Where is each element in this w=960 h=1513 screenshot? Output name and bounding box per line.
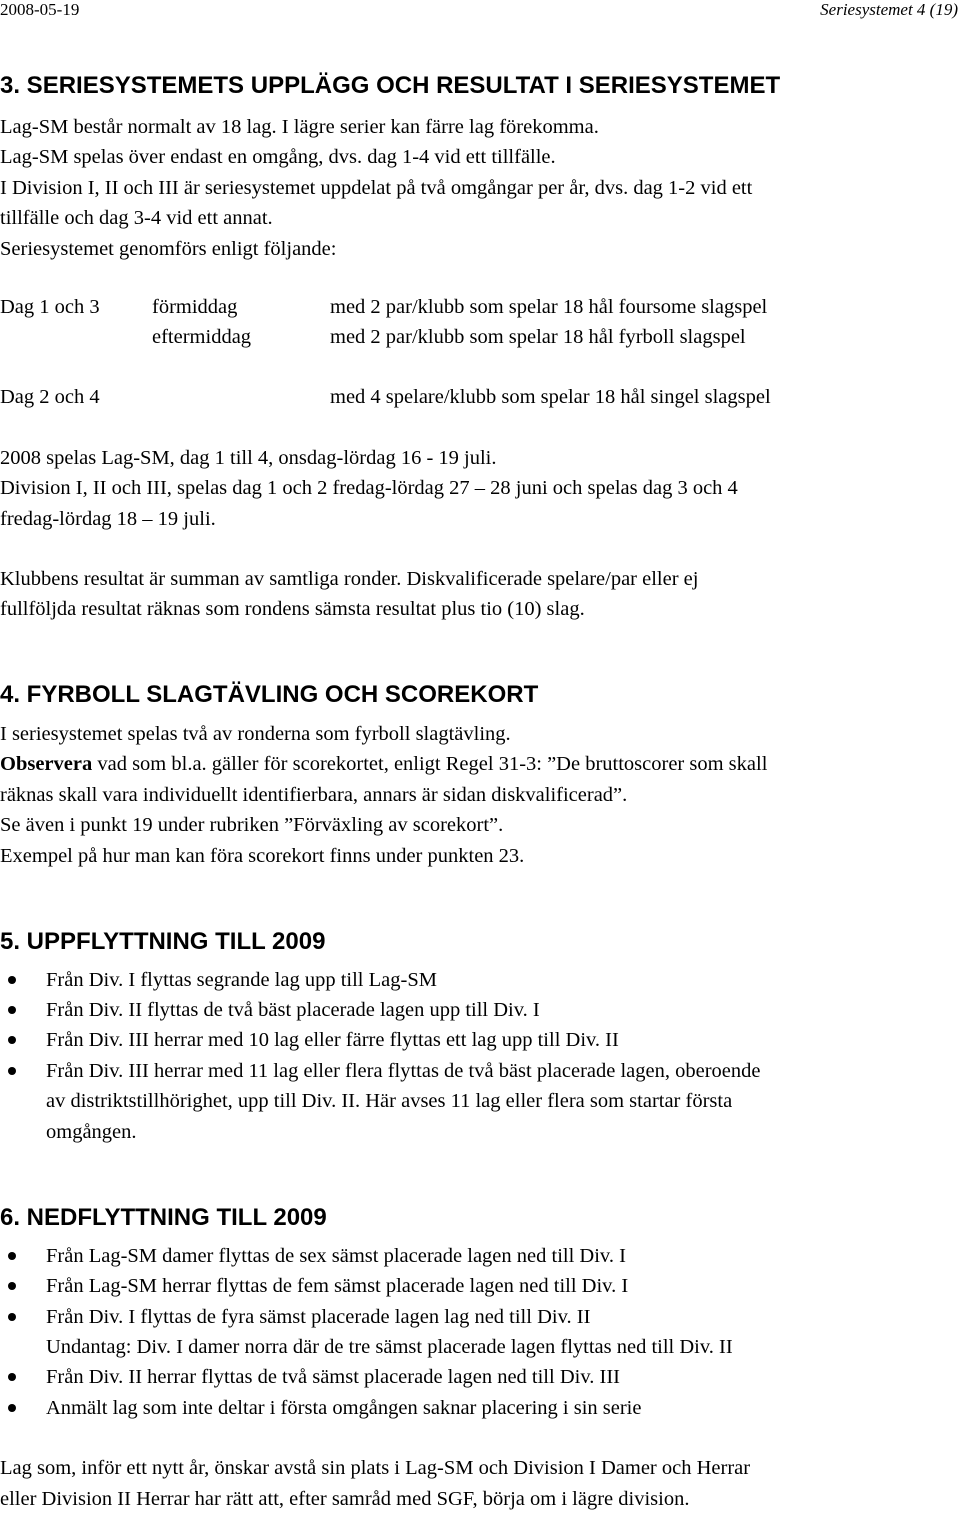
bullet-icon [8, 1404, 16, 1412]
section-3-heading: 3. SERIESYSTEMETS UPPLÄGG OCH RESULTAT I SERIESYSTEMET [0, 72, 781, 99]
schedule-desc-singles: med 4 spelare/klubb som spelar 18 hål singel slagspel [330, 386, 771, 408]
s6-item-5: Anmält lag som inte deltar i första omgången saknar placering i sin serie [46, 1397, 642, 1419]
s3-dates-line-1: 2008 spelas Lag-SM, dag 1 till 4, onsdag-lördag 16 - 19 juli. [0, 447, 497, 469]
schedule-day-1: Dag 1 och 3 [0, 296, 100, 318]
bullet-icon [8, 1036, 16, 1044]
section-6-heading: 6. NEDFLYTTNING TILL 2009 [0, 1204, 327, 1231]
s3-result-line-1: Klubbens resultat är summan av samtliga ronder. Diskvalificerade spelare/par eller ej [0, 568, 699, 590]
s3-line-4: tillfälle och dag 3-4 vid ett annat. [0, 207, 273, 229]
s4-line-2-rest: vad som bl.a. gäller för scorekortet, enligt Regel 31-3: ”De bruttoscorer som skall [92, 753, 768, 775]
header-date: 2008-05-19 [0, 0, 80, 19]
schedule-desc-afternoon: med 2 par/klubb som spelar 18 hål fyrboll slagspel [330, 326, 746, 348]
bullet-icon [8, 1373, 16, 1381]
s6-item-3-exception: Undantag: Div. I damer norra där de tre sämst placerade lagen flyttas ned till Div. II [46, 1336, 733, 1358]
s4-line-1: I seriesystemet spelas två av ronderna som fyrboll slagtävling. [0, 723, 511, 745]
s3-line-3: I Division I, II och III är seriesystemet uppdelat på två omgångar per år, dvs. dag 1-2 vid ett [0, 177, 753, 199]
s6-item-2: Från Lag-SM herrar flyttas de fem sämst placerade lagen ned till Div. I [46, 1275, 629, 1297]
observera-label: Observera [0, 753, 93, 775]
s4-line-3: räknas skall vara individuellt identifierbara, annars är sidan diskvalificerad”. [0, 784, 628, 806]
s3-dates-line-2: Division I, II och III, spelas dag 1 och 2 fredag-lördag 27 – 28 juni och spelas dag 3 och 4 [0, 477, 738, 499]
closing-line-2: eller Division II Herrar har rätt att, efter samråd med SGF, börja om i lägre division. [0, 1488, 690, 1510]
s3-line-1: Lag-SM består normalt av 18 lag. I lägre serier kan färre lag förekomma. [0, 116, 599, 138]
bullet-icon [8, 1252, 16, 1260]
bullet-icon [8, 976, 16, 984]
schedule-day-2: Dag 2 och 4 [0, 386, 100, 408]
bullet-icon [8, 1067, 16, 1075]
section-5-heading: 5. UPPFLYTTNING TILL 2009 [0, 928, 326, 955]
section-4-heading: 4. FYRBOLL SLAGTÄVLING OCH SCOREKORT [0, 681, 539, 708]
header-page-label: Seriesystemet 4 (19) [820, 0, 958, 19]
s5-item-3: Från Div. III herrar med 10 lag eller färre flyttas ett lag upp till Div. II [46, 1029, 619, 1051]
bullet-icon [8, 1282, 16, 1290]
s5-item-2: Från Div. II flyttas de två bäst placerade lagen upp till Div. I [46, 999, 540, 1021]
s3-line-2: Lag-SM spelas över endast en omgång, dvs. dag 1-4 vid ett tillfälle. [0, 146, 556, 168]
s3-line-5: Seriesystemet genomförs enligt följande: [0, 238, 337, 260]
schedule-time-morning: förmiddag [152, 296, 238, 318]
closing-line-1: Lag som, inför ett nytt år, önskar avstå sin plats i Lag-SM och Division I Damer och Herrar [0, 1457, 751, 1479]
s5-item-1: Från Div. I flyttas segrande lag upp till Lag-SM [46, 969, 437, 991]
page-header [0, 0, 960, 22]
s4-line-5: Exempel på hur man kan föra scorekort finns under punkten 23. [0, 845, 525, 867]
bullet-icon [8, 1313, 16, 1321]
s4-line-2 [0, 751, 767, 777]
s6-item-1: Från Lag-SM damer flyttas de sex sämst placerade lagen ned till Div. I [46, 1245, 626, 1267]
s4-line-4: Se även i punkt 19 under rubriken ”Förväxling av scorekort”. [0, 814, 504, 836]
schedule-desc-morning: med 2 par/klubb som spelar 18 hål foursome slagspel [330, 296, 768, 318]
s5-item-4-cont-1: av distriktstillhörighet, upp till Div. II. Här avses 11 lag eller flera som startar första [46, 1090, 733, 1112]
s6-item-3: Från Div. I flyttas de fyra sämst placerade lagen lag ned till Div. II [46, 1306, 591, 1328]
s3-dates-line-3: fredag-lördag 18 – 19 juli. [0, 508, 216, 530]
bullet-icon [8, 1006, 16, 1014]
schedule-time-afternoon: eftermiddag [152, 326, 252, 348]
s6-item-4: Från Div. II herrar flyttas de två sämst placerade lagen ned till Div. III [46, 1366, 620, 1388]
s5-item-4-cont-2: omgången. [46, 1121, 137, 1143]
s5-item-4: Från Div. III herrar med 11 lag eller flera flyttas de två bäst placerade lagen, oberoende [46, 1060, 761, 1082]
s3-result-line-2: fullföljda resultat räknas som rondens sämsta resultat plus tio (10) slag. [0, 598, 585, 620]
